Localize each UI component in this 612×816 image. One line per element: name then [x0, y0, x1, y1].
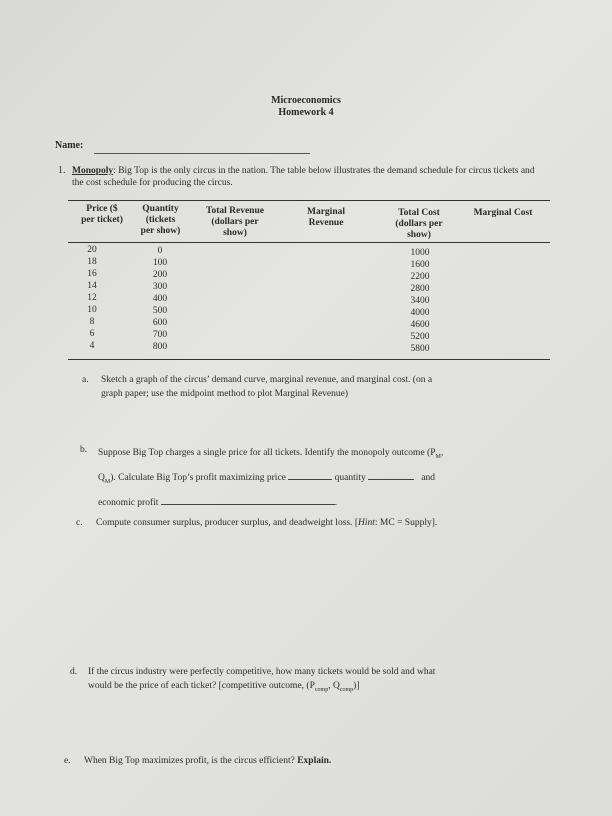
header-total-revenue: Total Revenue (dollars per show) — [206, 206, 264, 238]
part-e-text: When Big Top maximizes profit, is the circus efficient? Explain. — [84, 756, 332, 766]
header-price: Price ($ per ticket) — [81, 204, 123, 225]
table-cell-price: 18 — [87, 257, 97, 267]
header-quantity: Quantity (tickets per show) — [140, 204, 181, 236]
part-d-letter: d. — [70, 667, 78, 677]
course-title: Microeconomics — [271, 95, 341, 106]
table-cell-total-cost: 4000 — [410, 308, 430, 318]
price-column — [80, 244, 104, 352]
table-cell-quantity: 200 — [152, 270, 168, 280]
profit-answer-blank[interactable] — [161, 494, 335, 505]
table-cell-quantity: 800 — [152, 342, 168, 352]
part-e-letter: e. — [64, 756, 71, 766]
table-bottom-rule — [68, 359, 550, 360]
part-a-text: Sketch a graph of the circus’ demand curve, marginal revenue, and marginal cost. (on a graph paper; use the midpoint method to plot Marginal Revenue) — [101, 375, 433, 399]
question-intro — [72, 165, 542, 189]
table-cell-quantity: 300 — [152, 282, 168, 292]
name-label: Name: — [55, 140, 84, 151]
table-header-rule — [68, 242, 550, 243]
table-cell-price: 10 — [87, 305, 97, 315]
table-cell-price: 14 — [87, 281, 97, 291]
part-c-text: Compute consumer surplus, producer surplus, and deadweight loss. [Hint: MC = Supply]. — [96, 518, 438, 528]
table-cell-price: 4 — [89, 341, 95, 351]
part-c-letter: c. — [76, 518, 83, 528]
table-top-rule — [68, 200, 550, 201]
header-total-cost: Total Cost (dollars per show) — [395, 208, 443, 240]
quantity-answer-blank[interactable] — [368, 469, 414, 480]
table-cell-total-cost: 4600 — [410, 320, 430, 330]
table-cell-total-cost: 5200 — [410, 332, 430, 342]
assignment-title: Homework 4 — [278, 107, 334, 118]
table-cell-price: 16 — [87, 269, 97, 279]
header-marginal-revenue: Marginal Revenue — [307, 207, 345, 228]
table-cell-quantity: 700 — [152, 330, 168, 340]
total-cost-column — [400, 247, 440, 355]
part-a-letter: a. — [82, 375, 89, 385]
table-cell-quantity: 100 — [152, 258, 168, 268]
table-cell-quantity: 500 — [152, 306, 168, 316]
table-cell-total-cost: 2200 — [410, 272, 430, 282]
table-cell-total-cost: 3400 — [410, 296, 430, 306]
question-heading: Monopoly — [72, 166, 114, 176]
table-cell-price: 8 — [89, 317, 95, 327]
part-d-text: If the circus industry were perfectly competitive, how many tickets would be sold and what would be the price of each ticket? [competitive outcome, ($P_{comp}$, $Q_{comp}$)] — [88, 667, 436, 693]
table-cell-price: 12 — [87, 293, 97, 303]
price-answer-blank[interactable] — [288, 469, 332, 480]
part-b-text: Suppose Big Top charges a single price for all tickets. Identify the monopoly outcome ($P_M$, $Q_M$). Calculate Big Top’s profit maximizing price quantity and economic profit . — [98, 448, 444, 508]
table-cell-price: 20 — [87, 245, 97, 255]
header-marginal-cost: Marginal Cost — [473, 208, 533, 218]
table-cell-total-cost: 5800 — [410, 344, 430, 354]
table-cell-quantity: 600 — [152, 318, 168, 328]
table-cell-total-cost: 2800 — [410, 284, 430, 294]
question-intro-text: : Big Top is the only circus in the nation. The table below illustrates the demand schedule for circus tickets and the cost schedule for producing the circus. — [72, 166, 535, 188]
name-blank-line[interactable] — [94, 153, 310, 154]
table-cell-total-cost: 1600 — [410, 260, 430, 270]
quantity-column — [142, 245, 178, 353]
part-b-letter: b. — [80, 445, 88, 455]
question-number: 1. — [58, 165, 66, 176]
table-cell-quantity: 0 — [157, 246, 163, 256]
table-cell-total-cost: 1000 — [410, 248, 430, 258]
table-cell-quantity: 400 — [152, 294, 168, 304]
table-cell-price: 6 — [89, 329, 95, 339]
